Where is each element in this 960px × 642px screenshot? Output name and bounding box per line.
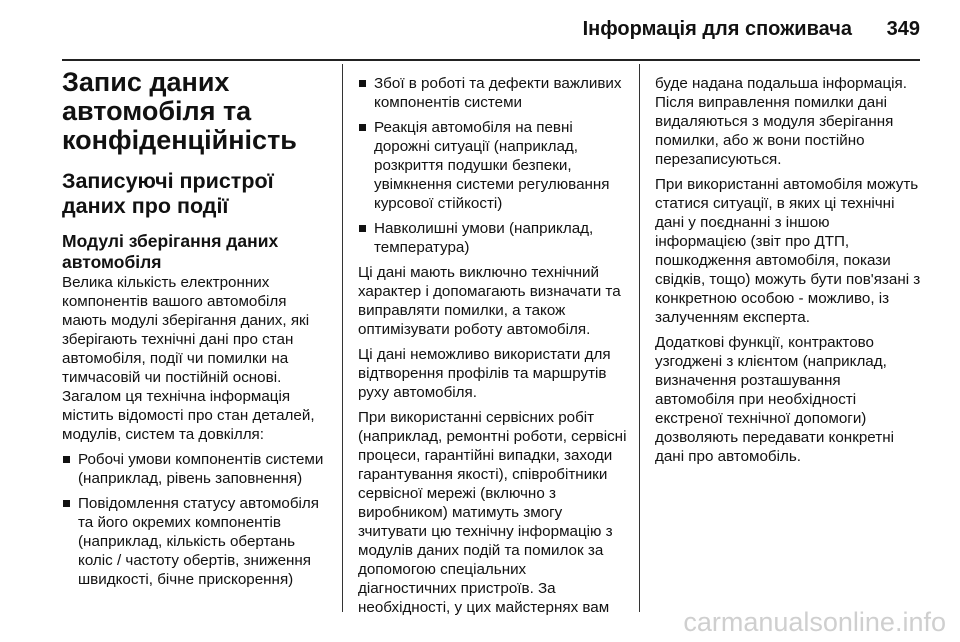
- body-paragraph: Ці дані неможливо використати для відтворення профілів та маршрутів руху автомобіля.: [358, 346, 611, 401]
- list-item-text: Робочі умови компонентів системи (наприклад, рівень заповнення): [78, 451, 324, 487]
- body-paragraph: Ці дані мають виключно технічний характер і допомагають визначати та виправляти помилки, а також оптимізувати роботу автомобіля.: [358, 264, 621, 338]
- body-paragraph: Велика кількість електронних компонентів вашого автомобіля мають модулі зберігання даних, які зберігають технічні дані про стан автомобіля, події чи помилки на тимчасовій чи постійній основі. Загалом ця технічна інформація містить відомості про стан деталей, модулів, систем та довкілля:: [62, 274, 315, 443]
- column-divider-2: [639, 64, 640, 612]
- column-3: [655, 74, 923, 472]
- bullet-list: [62, 450, 330, 589]
- section-heading: Запис даних автомобіля та конфіденційність: [62, 67, 297, 155]
- bullet-list: [358, 74, 628, 257]
- section-subsubheading: Модулі зберігання даних автомобіля: [62, 231, 279, 272]
- list-item-text: Збої в роботі та дефекти важливих компонентів системи: [374, 75, 622, 111]
- list-item: [358, 219, 628, 257]
- body-paragraph: Додаткові функції, контрактово узгоджені з клієнтом (наприклад, визначення розташування автомобіля при необхідності екстреної технічної допомоги) дозволяють передавати конкретні дані про автомобіль.: [655, 334, 894, 465]
- section-subheading: Записуючі пристрої даних про події: [62, 169, 274, 218]
- header-divider: [62, 59, 920, 61]
- site-watermark: carmanualsonline.info: [683, 607, 946, 637]
- list-item: [62, 494, 330, 589]
- list-item-text: Навколишні умови (наприклад, температура): [374, 220, 594, 256]
- square-bullet-icon: [63, 500, 70, 507]
- column-divider-1: [342, 64, 343, 612]
- body-paragraph: буде надана подальша інформація. Після виправлення помилки дані видаляються з модуля зберігання помилки, або ж вони постійно перезаписуються.: [655, 75, 908, 168]
- square-bullet-icon: [359, 124, 366, 131]
- square-bullet-icon: [359, 225, 366, 232]
- square-bullet-icon: [359, 80, 366, 87]
- page-number: 349: [886, 18, 920, 40]
- column-1: [62, 68, 330, 595]
- column-2: [358, 74, 628, 623]
- square-bullet-icon: [63, 456, 70, 463]
- list-item: [62, 450, 330, 488]
- list-item-text: Повідомлення статусу автомобіля та його окремих компонентів (наприклад, кількість обертань коліс / частоту обертів, зниження швидкості, бічне прискорення): [78, 495, 319, 588]
- list-item: [358, 74, 628, 112]
- list-item: [358, 118, 628, 213]
- body-paragraph: При використанні сервісних робіт (наприклад, ремонтні роботи, сервісні процеси, гарантійні випадки, заходи гарантування якості), співробітники сервісної мережі (включно з виробником) матимуть змогу зчитувати цю технічну інформацію з модулів даних подій та помилок за допомогою спеціальних діагностичних пристроїв. За необхідності, у цих майстернях вам: [358, 409, 627, 616]
- header-title: Інформація для споживача: [582, 18, 852, 40]
- body-paragraph: При використанні автомобіля можуть статися ситуації, в яких ці технічні дані у поєднанні з іншою інформацією (звіт про ДТП, пошкодження автомобіля, покази свідків, тощо) можуть бути пов'язані з конкретною особою - можливо, із залученням експерта.: [655, 176, 921, 326]
- list-item-text: Реакція автомобіля на певні дорожні ситуації (наприклад, розкриття подушки безпеки, увімкнення системи регулювання курсової стійкості): [374, 119, 610, 212]
